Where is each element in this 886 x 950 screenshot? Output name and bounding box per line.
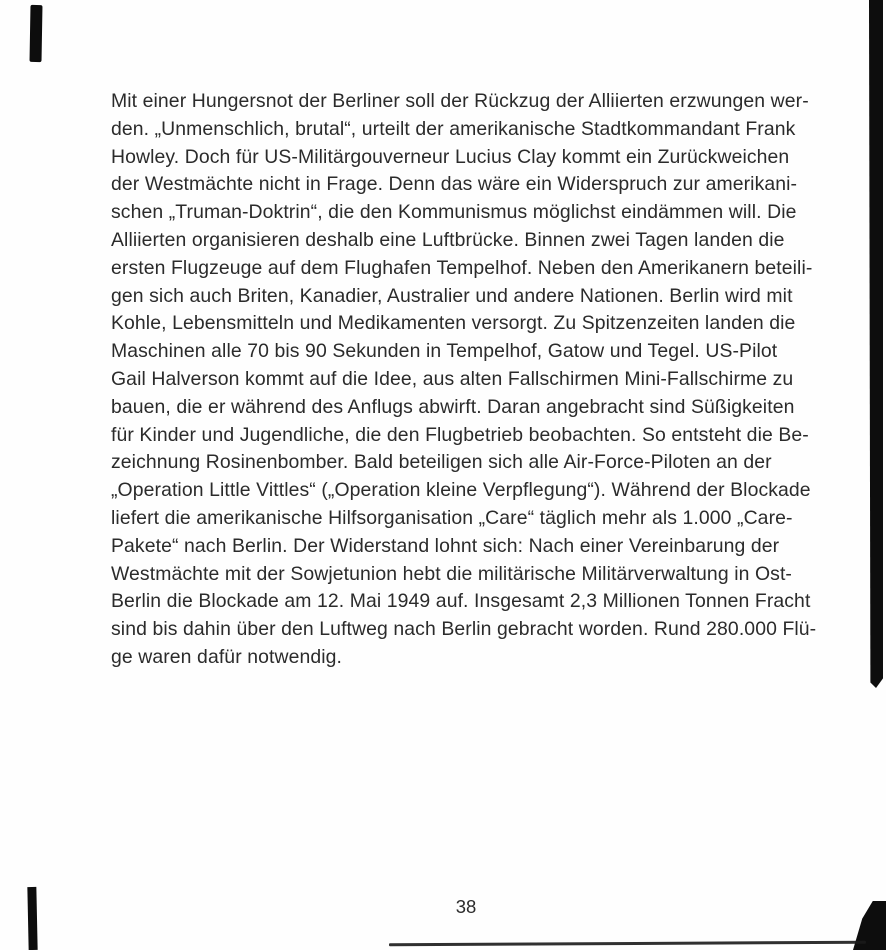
- text-line: „Operation Little Vittles“ („Operation kleine Verpflegung“). Während der Blockade: [111, 479, 811, 502]
- text-line: Howley. Doch für US-Militärgouverneur Lucius Clay kommt ein Zurückweichen: [111, 145, 790, 168]
- text-line: Alliierten organisieren deshalb eine Luftbrücke. Binnen zwei Tagen landen die: [111, 228, 785, 251]
- scan-artifact-right-edge-bar: [869, 0, 883, 688]
- text-line: Pakete“ nach Berlin. Der Widerstand lohnt sich: Nach einer Vereinbarung der: [111, 534, 780, 557]
- text-line: sind bis dahin über den Luftweg nach Berlin gebracht worden. Rund 280.000 Flü-: [111, 618, 817, 641]
- scan-artifact-bottom-line: [389, 941, 866, 946]
- text-line: der Westmächte nicht in Frage. Denn das wäre ein Widerspruch zur amerikani-: [111, 173, 798, 196]
- text-line: für Kinder und Jugendliche, die den Flugbetrieb beobachten. So entsteht die Be-: [111, 423, 809, 446]
- scan-artifact-top-left: [30, 5, 43, 62]
- text-line: Maschinen alle 70 bis 90 Sekunden in Tempelhof, Gatow und Tegel. US-Pilot: [111, 340, 778, 363]
- text-line: Gail Halverson kommt auf die Idee, aus alten Fallschirmen Mini-Fallschirme zu: [111, 367, 794, 390]
- text-line: den. „Unmenschlich, brutal“, urteilt der amerikanische Stadtkommandant Frank: [111, 117, 796, 140]
- text-line: Berlin die Blockade am 12. Mai 1949 auf. Insgesamt 2,3 Millionen Tonnen Fracht: [111, 590, 811, 613]
- paragraph: [111, 88, 826, 672]
- page-number: 38: [455, 896, 477, 917]
- text-line: ersten Flugzeuge auf dem Flughafen Tempelhof. Neben den Amerikanern beteili-: [111, 256, 813, 279]
- text-line: Kohle, Lebensmitteln und Medikamenten versorgt. Zu Spitzenzeiten landen die: [111, 312, 796, 335]
- text-line: liefert die amerikanische Hilfsorganisation „Care“ täglich mehr als 1.000 „Care-: [111, 506, 793, 529]
- text-line: zeichnung Rosinenbomber. Bald beteiligen sich alle Air-Force-Piloten an der: [111, 451, 772, 474]
- text-line: schen „Truman-Doktrin“, die den Kommunismus möglichst eindämmen will. Die: [111, 201, 797, 224]
- text-line: gen sich auch Briten, Kanadier, Australier und andere Nationen. Berlin wird mit: [111, 284, 793, 307]
- text-line: Westmächte mit der Sowjetunion hebt die militärische Militärverwaltung in Ost-: [111, 562, 792, 585]
- text-line: Mit einer Hungersnot der Berliner soll der Rückzug der Alliierten erzwungen wer-: [111, 90, 809, 112]
- text-line: ge waren dafür notwendig.: [111, 645, 343, 668]
- text-line: bauen, die er während des Anflugs abwirft. Daran angebracht sind Süßigkeiten: [111, 395, 795, 418]
